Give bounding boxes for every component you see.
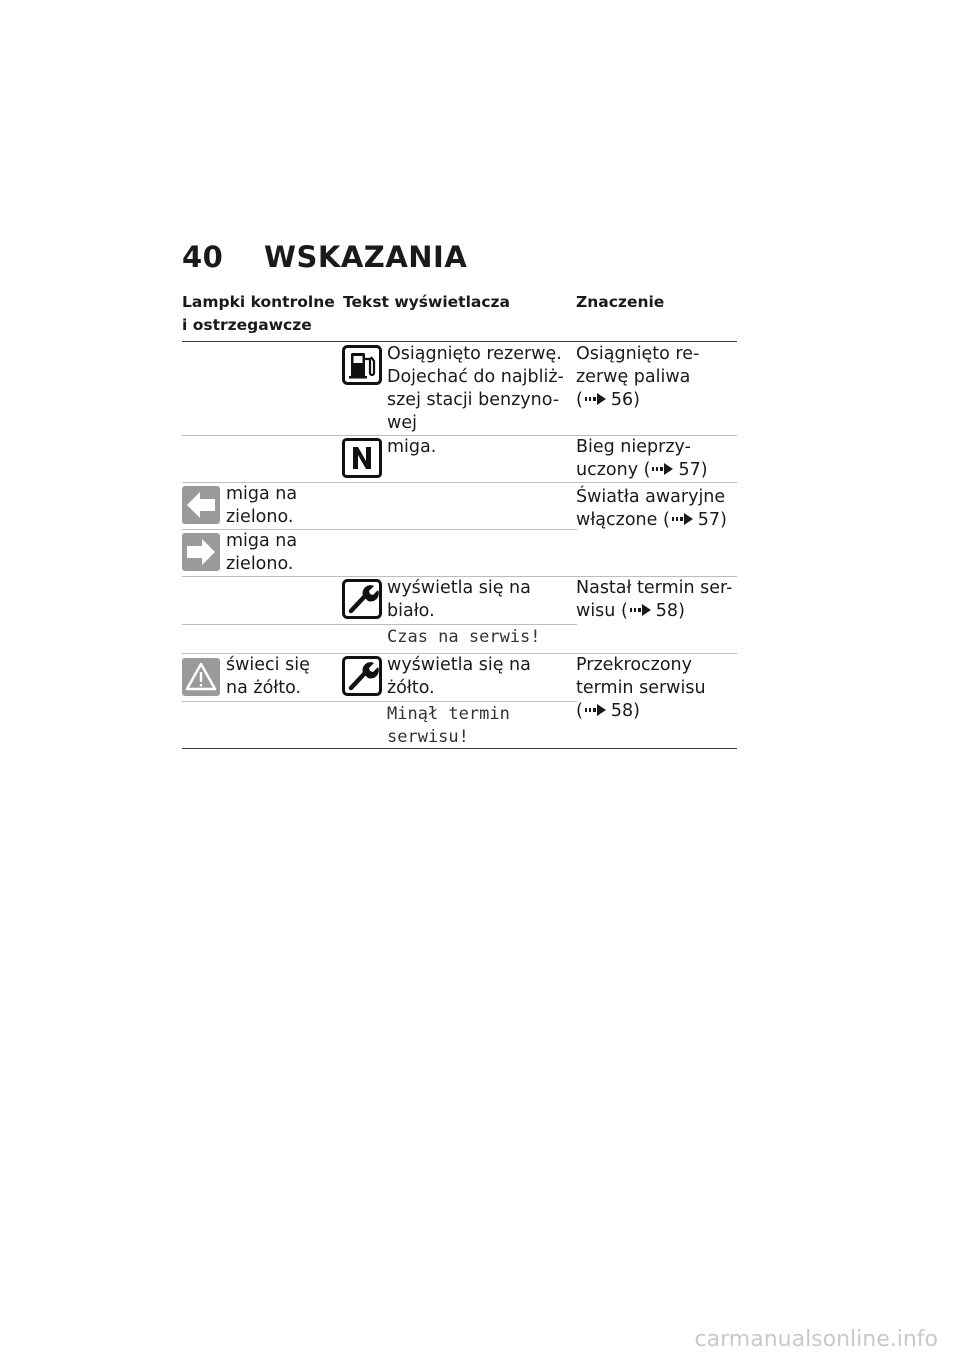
column-header-meaning: Znaczenie [576, 293, 665, 311]
lamp-text-warning: świeci się na żółto. [226, 655, 310, 698]
page-ref-arrow-icon [585, 392, 607, 406]
page-ref[interactable]: 58 [655, 601, 679, 621]
meaning-text: Przekroczony termin serwisu [576, 655, 706, 698]
watermark: carmanualsonline.info [694, 1327, 938, 1352]
page-ref[interactable]: 58 [610, 701, 634, 721]
page-ref-arrow-icon [652, 462, 674, 476]
column-header-display-text: Tekst wyświetlacza [343, 293, 511, 311]
row-divider [182, 701, 577, 702]
page-ref[interactable]: 56 [610, 390, 634, 410]
page-title: WSKAZANIA [264, 240, 468, 274]
lamp-text-left: miga na zielono. [226, 484, 298, 527]
column-header-lamps: Lampki kontrolne i ostrzegawcze [182, 293, 335, 334]
page-ref-arrow-icon [630, 603, 652, 617]
row-divider [182, 624, 577, 625]
wrench-icon [342, 656, 382, 700]
display-text-neutral: miga. [387, 437, 437, 457]
header-rule [182, 341, 737, 342]
meaning-hazard: Światła awaryjne włączone ( 57) [576, 487, 727, 530]
warning-triangle-icon [182, 658, 220, 700]
page-ref-arrow-icon [585, 703, 607, 717]
arrow-right-icon [182, 533, 220, 575]
page-ref[interactable]: 57 [678, 460, 701, 480]
display-text-service: wyświetla się na biało. [387, 578, 531, 621]
table-bottom-rule [182, 748, 737, 749]
meaning-text: Światła awaryjne włączone [576, 487, 726, 530]
page-ref[interactable]: 57 [697, 510, 721, 530]
meaning-neutral: Bieg nieprzy-uczony ( 57) [576, 437, 708, 480]
meaning-service: Nastał termin ser-wisu ( 58) [576, 578, 733, 621]
page-number: 40 [182, 240, 224, 274]
display-message-service: Czas na serwis! [387, 627, 541, 647]
meaning-text: Osiągnięto re-zerwę paliwa [576, 344, 700, 387]
fuel-pump-icon [342, 345, 382, 389]
display-text-fuel: Osiągnięto rezerwę. Dojechać do najbliż-szej stacji benzyno-wej [387, 344, 564, 433]
page-ref-arrow-icon [672, 512, 694, 526]
display-message-overdue: Minął termin serwisu! [387, 704, 510, 747]
neutral-gear-n-icon [342, 438, 382, 482]
wrench-icon [342, 579, 382, 623]
meaning-text: Bieg nieprzy-uczony [576, 437, 691, 480]
page-heading [182, 240, 467, 274]
display-text-overdue: wyświetla się na żółto. [387, 655, 531, 698]
arrow-left-icon [182, 486, 220, 528]
meaning-overdue: Przekroczony termin serwisu ( 58) [576, 655, 706, 721]
lamp-text-right: miga na zielono. [226, 531, 298, 574]
meaning-text: Nastał termin ser-wisu [576, 578, 733, 621]
meaning-fuel: Osiągnięto re-zerwę paliwa ( 56) [576, 344, 700, 410]
